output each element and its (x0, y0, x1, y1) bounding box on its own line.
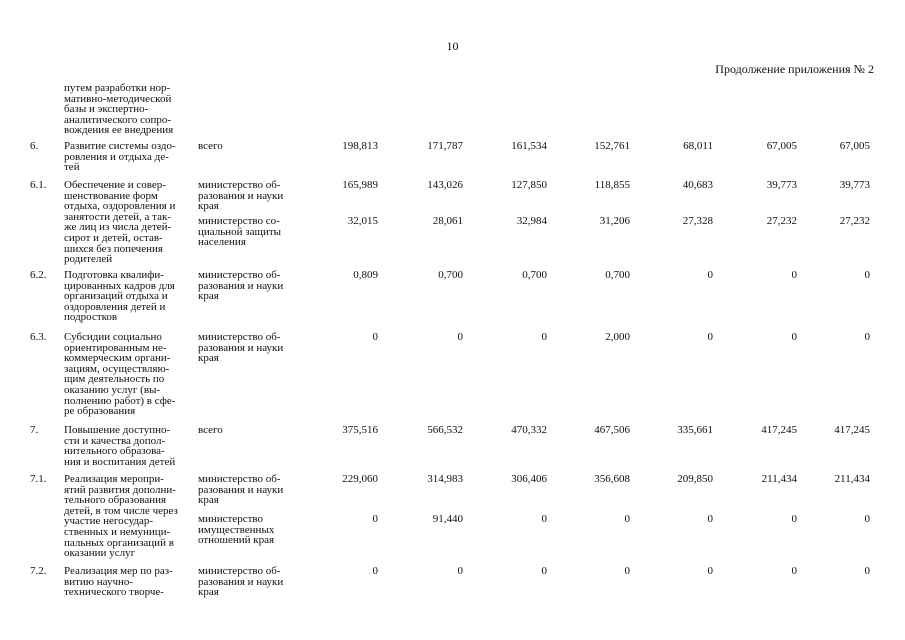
value-cell: 0 (457, 565, 463, 577)
responsible-party: министерство об- разования и науки края (198, 331, 284, 365)
value-cell: 0 (457, 331, 463, 343)
value-cell: 32,984 (516, 215, 547, 227)
value-cell: 417,245 (761, 424, 797, 436)
responsible-party: министерство имущественных отношений края (198, 513, 275, 547)
value-cell: 0 (372, 565, 378, 577)
value-cell: 161,534 (511, 140, 547, 152)
value-cell: 0 (791, 331, 797, 343)
value-cell: 335,661 (677, 424, 713, 436)
value-cell: 0 (624, 513, 630, 525)
value-cell: 0 (624, 565, 630, 577)
value-cell: 0 (707, 331, 713, 343)
value-cell: 375,516 (342, 424, 378, 436)
row-description: Повышение доступно- сти и качества допол- нительного образова- ния и воспитания детей (64, 424, 176, 468)
value-cell: 165,989 (342, 179, 378, 191)
value-cell: 28,061 (432, 215, 463, 227)
value-cell: 32,015 (347, 215, 378, 227)
value-cell: 229,060 (342, 473, 378, 485)
responsible-party: министерство об- разования и науки края (198, 473, 284, 507)
value-cell: 39,773 (766, 179, 797, 191)
value-cell: 0,700 (605, 269, 630, 281)
row-description: Реализация меропри- ятий развития дополни- тельного образования детей, в том числе через участие негосудар- ственных и немуници- пальных организаций в оказании услуг (64, 473, 178, 560)
value-cell: 470,332 (511, 424, 547, 436)
value-cell: 0 (541, 565, 547, 577)
value-cell: 0 (707, 269, 713, 281)
value-cell: 0 (864, 513, 870, 525)
row-number: 6.1. (30, 179, 47, 191)
row-number: 6.3. (30, 331, 47, 343)
value-cell: 68,011 (683, 140, 713, 152)
value-cell: 0,809 (353, 269, 378, 281)
value-cell: 0 (707, 513, 713, 525)
value-cell: 118,855 (594, 179, 630, 191)
row-description: Реализация мер по раз- витию научно- технического творче- (64, 565, 173, 599)
value-cell: 0 (864, 269, 870, 281)
value-cell: 0 (707, 565, 713, 577)
value-cell: 417,245 (834, 424, 870, 436)
value-cell: 152,761 (594, 140, 630, 152)
responsible-party: министерство об- разования и науки края (198, 269, 284, 303)
value-cell: 211,434 (834, 473, 870, 485)
row-description: Подготовка квалифи- цированных кадров для организаций отдыха и оздоровления детей и подростков (64, 269, 175, 324)
value-cell: 40,683 (682, 179, 713, 191)
value-cell: 0 (791, 565, 797, 577)
responsible-party: министерство со- циальной защиты населения (198, 215, 282, 249)
value-cell: 2,000 (605, 331, 630, 343)
value-cell: 0 (864, 565, 870, 577)
value-cell: 0,700 (438, 269, 463, 281)
continuation-description: путем разработки нор- мативно-методической базы и экспертно- аналитического сопро- вождения ее внедрения (64, 82, 174, 137)
value-cell: 0,700 (522, 269, 547, 281)
value-cell: 171,787 (427, 140, 463, 152)
value-cell: 356,608 (594, 473, 630, 485)
value-cell: 0 (372, 331, 378, 343)
value-cell: 314,983 (427, 473, 463, 485)
page-number: 10 (446, 39, 459, 53)
row-description: Обеспечение и совер- шенствование форм отдыха, оздоровления и занятости детей, а так- же лиц из числа детей- сирот и детей, остав- шихся без попечения родителей (64, 179, 176, 266)
value-cell: 0 (791, 269, 797, 281)
row-number: 7.1. (30, 473, 47, 485)
value-cell: 27,328 (682, 215, 713, 227)
row-number: 7.2. (30, 565, 47, 577)
row-number: 6.2. (30, 269, 47, 281)
value-cell: 306,406 (511, 473, 547, 485)
value-cell: 0 (541, 513, 547, 525)
value-cell: 0 (791, 513, 797, 525)
responsible-party: министерство об- разования и науки края (198, 565, 284, 599)
responsible-party: всего (198, 140, 223, 152)
appendix-note: Продолжение приложения № 2 (715, 62, 874, 76)
value-cell: 67,005 (766, 140, 797, 152)
value-cell: 211,434 (761, 473, 797, 485)
value-cell: 198,813 (342, 140, 378, 152)
value-cell: 566,532 (427, 424, 463, 436)
value-cell: 0 (372, 513, 378, 525)
row-description: Развитие системы оздо- ровления и отдыха де- тей (64, 140, 176, 174)
responsible-party: всего (198, 424, 223, 436)
responsible-party: министерство об- разования и науки края (198, 179, 284, 213)
value-cell: 27,232 (766, 215, 797, 227)
value-cell: 31,206 (599, 215, 630, 227)
value-cell: 467,506 (594, 424, 630, 436)
value-cell: 39,773 (839, 179, 870, 191)
value-cell: 27,232 (839, 215, 870, 227)
value-cell: 143,026 (427, 179, 463, 191)
row-description: Субсидии социально ориентированным не- коммерческим органи- зациям, осуществляю- щим деятельность по оказанию услуг (вы- полнению работ) в сфе- ре образования (64, 331, 176, 418)
value-cell: 91,440 (432, 513, 463, 525)
value-cell: 0 (541, 331, 547, 343)
row-number: 6. (30, 140, 39, 152)
value-cell: 67,005 (839, 140, 870, 152)
value-cell: 0 (864, 331, 870, 343)
value-cell: 209,850 (677, 473, 713, 485)
value-cell: 127,850 (511, 179, 547, 191)
row-number: 7. (30, 424, 39, 436)
